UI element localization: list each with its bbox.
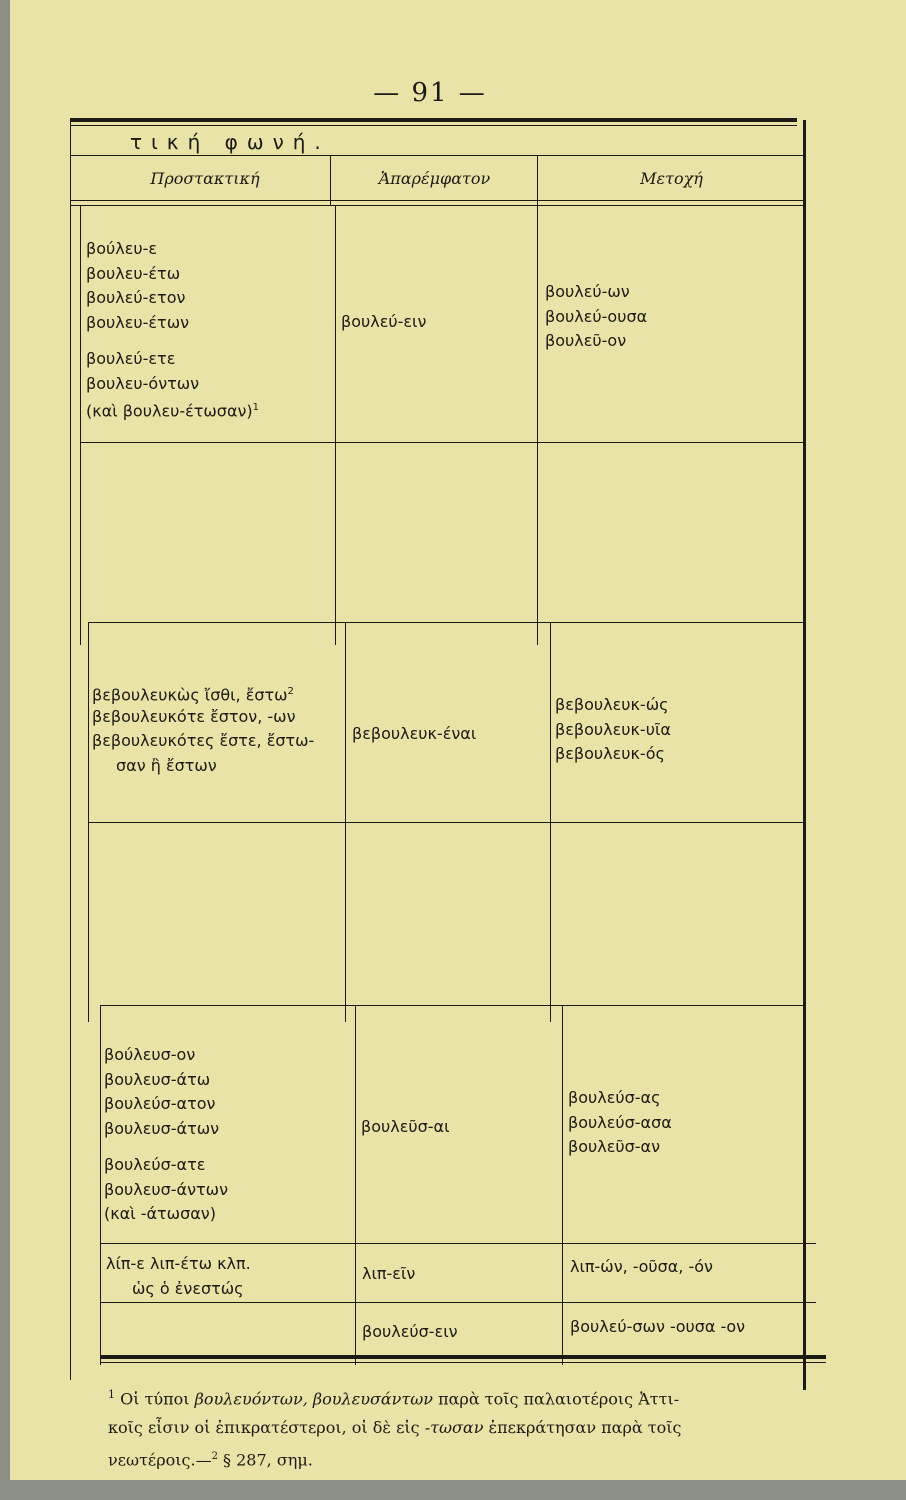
header-infinitive: Ἀπαρέμφατον (378, 168, 491, 188)
page-number: — 91 — (373, 78, 487, 108)
present-participle-form: βουλεῦ-ον (545, 331, 627, 350)
present-imperative-cell (86, 237, 259, 421)
present-imperative-form: βουλευ-έτων (86, 312, 190, 332)
second-aorist-imperative-note: ὡς ὁ ἐνεστώς (132, 1278, 244, 1298)
header-top-line (70, 155, 803, 156)
perfect-infinitive-form: βεβουλευκ-έναι (352, 724, 477, 743)
col-line-1-header (330, 155, 331, 205)
present-imperative-form: βούλευ-ε (86, 239, 158, 258)
second-aorist-imperative-form: λίπ-ε λιπ-έτω κλπ. (106, 1254, 251, 1273)
footnote-mark: 1 (252, 402, 260, 413)
table-left-border (70, 120, 71, 1380)
row-line-6 (100, 1302, 816, 1303)
page-edge-shadow (0, 0, 10, 1500)
present-imperative-form: βουλευ-έτω (86, 263, 181, 283)
present-participle-form: βουλεύ-ων (545, 282, 630, 301)
row-line-4 (100, 1005, 803, 1006)
aorist-imperative-form: βουλεύσ-ατον (104, 1094, 216, 1113)
aorist-imperative-form: βούλευσ-ον (104, 1045, 196, 1064)
aorist-imperative-form: βουλεύσ-ατε (104, 1155, 206, 1174)
perfect-infinitive-cell (352, 722, 476, 747)
perfect-participle-cell (555, 693, 671, 767)
header-imperative: Προστακτική (150, 168, 260, 188)
footnote-line-3: νεωτέροις.—$^2$ § 287, σημ. (108, 1450, 313, 1470)
footnote-line-2: κοῖς εἶσιν οἱ ἐπικρατέστεροι, οἱ δὲ εἰς -τωσαν ἐπεκράτησαν παρὰ τοῖς (108, 1418, 682, 1438)
footnote (108, 1380, 838, 1475)
present-imperative-form: βουλευ-όντων (86, 373, 200, 393)
col-line-1-a (335, 205, 336, 645)
header-bottom-line-2 (70, 205, 803, 206)
present-infinitive-cell (341, 310, 426, 335)
second-aorist-infinitive-form: λιπ-εῖν (362, 1264, 416, 1283)
present-participle-form: βουλεύ-ουσα (545, 306, 648, 326)
future-infinitive-cell (362, 1320, 458, 1345)
aorist-imperative-form: βουλευσ-άντων (104, 1179, 228, 1199)
table-bottom-rule-thin (100, 1362, 826, 1363)
perfect-participle-form: βεβουλευκ-ώς (555, 695, 669, 714)
table-right-border (803, 120, 806, 1390)
col-line-2-a (537, 205, 538, 645)
row-line-5 (100, 1243, 816, 1244)
perfect-imperative-form: βεβουλευκότες ἔστε, ἔστω- (92, 731, 315, 750)
second-aorist-participle-form: λιπ-ών, -οῦσα, -όν (570, 1257, 713, 1276)
row-line-2 (88, 622, 803, 623)
perfect-participle-form: βεβουλευκ-υῖα (555, 719, 671, 739)
header-participle: Μετοχή (640, 168, 703, 188)
row-line-3 (88, 822, 803, 823)
second-aorist-participle-cell (570, 1255, 713, 1280)
col-line-2-c (562, 1005, 563, 1365)
perfect-participle-form: βεβουλευκ-ός (555, 744, 665, 763)
aorist-imperative-form: βουλευσ-άτων (104, 1118, 220, 1138)
table-top-rule-thin (70, 125, 797, 126)
aorist-participle-form: βουλεύσ-ασα (568, 1112, 672, 1132)
voice-title: τική φωνή. (130, 130, 330, 154)
col-line-2-header (537, 155, 538, 205)
future-participle-form: βουλεύ-σων -ουσα -ον (570, 1317, 746, 1336)
col-line-1-c (355, 1005, 356, 1365)
page-bottom-shadow (0, 1480, 906, 1500)
perfect-imperative-form: βεβουλευκὼς ἴσθι, ἔστω$^2$ (92, 685, 294, 705)
aorist-participle-form: βουλεῦσ-αν (568, 1137, 661, 1156)
footnote-line-1: $^1$ Οἱ τύποι βουλευόντων, βουλευσάντων παρὰ τοῖς παλαιοτέροις Ἀττι- (108, 1388, 680, 1409)
present-imperative-form: (καὶ βουλευ-έτωσαν)$^1$ (86, 401, 260, 421)
col-line-0-c (100, 1005, 101, 1365)
present-participle-cell (545, 280, 647, 354)
aorist-participle-form: βουλεύσ-ας (568, 1088, 661, 1107)
future-participle-cell (570, 1315, 745, 1340)
future-infinitive-form: βουλεύσ-ειν (362, 1322, 458, 1341)
table-bottom-rule (100, 1355, 826, 1359)
footnote-number: 2 (211, 1451, 218, 1463)
present-imperative-form: βουλεύ-ετε (86, 349, 176, 368)
aorist-participle-cell (568, 1086, 672, 1160)
row-line-1 (80, 442, 803, 443)
aorist-imperative-form: (καὶ -άτωσαν) (104, 1204, 216, 1223)
footnote-number: 1 (108, 1388, 115, 1401)
present-infinitive-form: βουλεύ-ειν (341, 312, 427, 331)
perfect-imperative-form: σαν ἢ ἔστων (116, 755, 217, 775)
aorist-imperative-cell (104, 1043, 228, 1227)
aorist-infinitive-form: βουλεῦσ-αι (361, 1117, 450, 1136)
second-aorist-imperative-cell (106, 1252, 251, 1301)
footnote-mark: 2 (287, 686, 294, 697)
second-aorist-infinitive-cell (362, 1262, 415, 1287)
col-line-0-a (80, 205, 81, 645)
table-top-rule (70, 118, 797, 122)
aorist-infinitive-cell (361, 1115, 450, 1140)
perfect-imperative-form: βεβουλευκότε ἔστον, -ων (92, 706, 296, 726)
present-imperative-form: βουλεύ-ετον (86, 288, 186, 307)
header-bottom-line (70, 200, 803, 201)
aorist-imperative-form: βουλευσ-άτω (104, 1069, 211, 1089)
perfect-imperative-cell (92, 680, 314, 778)
